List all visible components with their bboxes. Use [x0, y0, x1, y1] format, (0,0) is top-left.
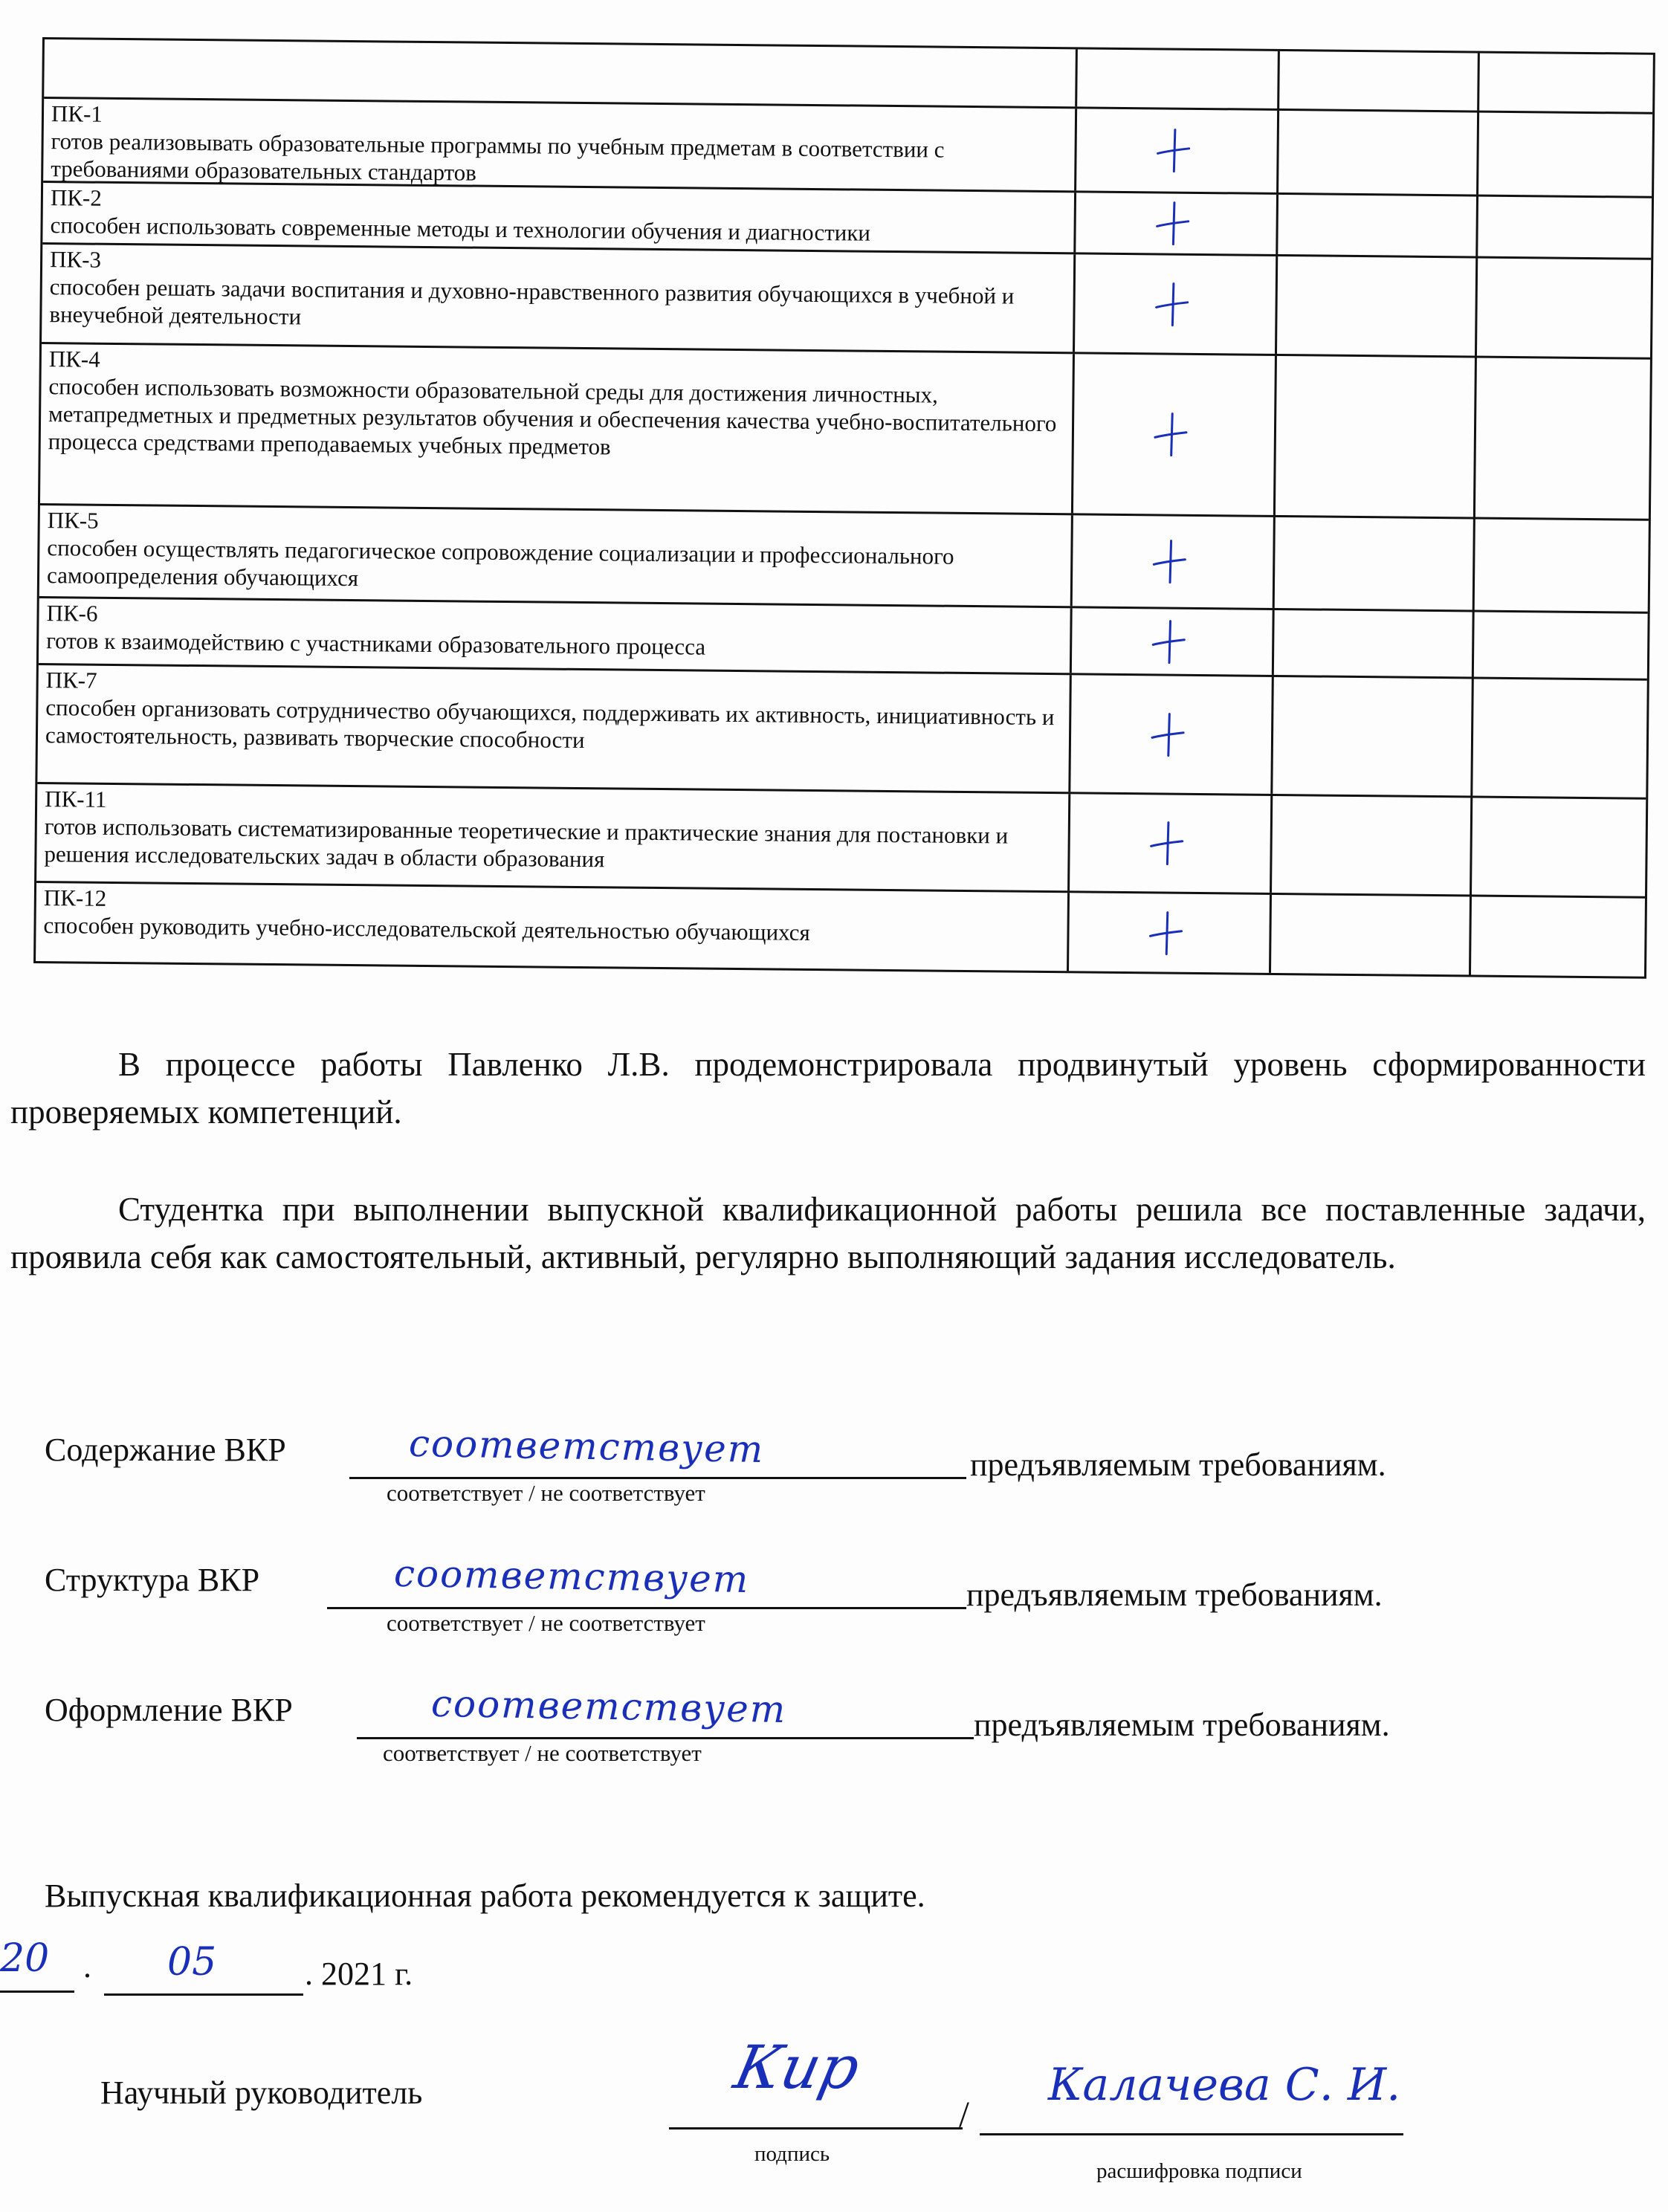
summary-paragraph — [10, 1186, 1646, 1281]
header-cell — [1077, 49, 1280, 109]
plus-mark-icon — [1151, 539, 1189, 583]
summary-text: Студентка при выполнении выпускной квалификационной работы решила все поставленные задачи, проявила себя как самостоятельный, активный, регулярно выполняющий задания исследователь. — [10, 1191, 1646, 1275]
supervisor-label: Научный руководитель — [100, 2074, 423, 2111]
competency-description: готов к взаимодействию с участниками образовательного процесса — [46, 627, 706, 660]
plus-mark-icon — [1154, 128, 1192, 172]
requirement-content — [45, 1421, 1457, 1520]
decoded-name: Калачева С. И. — [1048, 2059, 1401, 2111]
date-day: 20 — [0, 1936, 50, 1981]
requirement-label: Содержание ВКР — [45, 1432, 286, 1468]
day-line — [0, 1991, 74, 1993]
empty-cell — [1475, 520, 1649, 612]
recommendation-text: Выпускная квалификационная работа рекомендуется к защите. — [45, 1878, 925, 1914]
empty-cell — [1474, 612, 1648, 679]
competency-code: ПК-7 — [45, 667, 97, 693]
requirement-tail: предъявляемым требованиям. — [966, 1576, 1383, 1613]
requirement-hint: соответствует / не соответствует — [383, 1740, 702, 1766]
empty-cell — [1273, 677, 1473, 796]
date-month: 05 — [167, 1940, 217, 1985]
mark-cell — [1073, 354, 1277, 515]
competency-description: способен использовать современные методы и технологии обучения и диагностики — [50, 212, 871, 246]
plus-mark-icon — [1147, 911, 1185, 955]
competency-cell — [37, 665, 1071, 792]
empty-cell — [1274, 610, 1475, 677]
plus-mark-icon — [1148, 821, 1186, 865]
empty-cell — [1276, 356, 1477, 517]
mark-cell — [1070, 794, 1273, 893]
header-cell — [1279, 51, 1480, 111]
signature-line — [669, 2127, 963, 2129]
competency-row — [42, 245, 1651, 360]
competency-code: ПК-1 — [51, 100, 103, 127]
handwritten-verdict: соответствует — [393, 1551, 750, 1602]
requirement-formatting — [45, 1681, 1457, 1780]
mark-cell — [1069, 893, 1272, 973]
competency-description: способен использовать возможности образовательной среды для достижения личностных, метапредметных и предметных результатов обучения и обеспечения качества учебно-воспитательного процесса средствами преподаваемых учебных предметов — [48, 373, 1057, 460]
mark-cell — [1075, 254, 1278, 354]
decoded-hint: расшифровка подписи — [1096, 2159, 1302, 2183]
competency-row — [36, 883, 1645, 977]
competency-row — [40, 344, 1650, 521]
signature-hint: подпись — [754, 2142, 830, 2166]
empty-cell — [1472, 798, 1646, 896]
competency-code: ПК-2 — [50, 184, 102, 211]
date-separator: . — [83, 1948, 91, 1985]
fill-line — [349, 1477, 966, 1479]
date-block — [0, 1936, 520, 2014]
competency-row — [39, 505, 1649, 614]
mark-cell — [1070, 675, 1273, 794]
empty-cell — [1478, 197, 1652, 258]
competency-cell — [42, 183, 1076, 252]
signature-slash: / — [959, 2093, 969, 2135]
competency-cell — [36, 784, 1070, 890]
date-year: 2021 г. — [321, 1956, 413, 1992]
competency-code: ПК-3 — [49, 246, 102, 273]
plus-mark-icon — [1154, 201, 1192, 245]
fill-line — [327, 1607, 966, 1609]
competency-cell — [40, 344, 1075, 513]
mark-cell — [1073, 515, 1276, 608]
requirement-label: Оформление ВКР — [45, 1692, 293, 1728]
competency-row — [37, 665, 1646, 800]
competency-code: ПК-5 — [47, 507, 99, 534]
plus-mark-icon — [1153, 282, 1191, 326]
empty-cell — [1473, 679, 1646, 798]
mark-cell — [1076, 193, 1279, 254]
assessment-text: В процессе работы Павленко Л.В. продемонстрировала продвинутый уровень сформированности проверяемых компетенций. — [10, 1046, 1646, 1131]
requirement-hint: соответствует / не соответствует — [387, 1480, 705, 1506]
signature-scribble: Кир — [728, 2033, 866, 2102]
month-line — [104, 1993, 303, 1996]
competency-table — [33, 37, 1655, 979]
competency-cell — [43, 99, 1077, 190]
assessment-paragraph — [10, 1041, 1646, 1136]
requirement-label: Структура ВКР — [45, 1562, 260, 1598]
header-cell — [44, 39, 1078, 106]
empty-cell — [1477, 259, 1651, 358]
competency-code: ПК-11 — [44, 786, 107, 812]
competency-description: способен осуществлять педагогическое сопровождение социализации и профессионального самоопределения обучающихся — [46, 534, 954, 592]
competency-cell — [39, 505, 1073, 606]
competency-description: способен руководить учебно-исследовательской деятельностью обучающихся — [43, 912, 810, 945]
decoded-line — [980, 2133, 1403, 2135]
competency-code: ПК-6 — [46, 600, 98, 627]
empty-cell — [1279, 111, 1479, 195]
empty-cell — [1277, 256, 1478, 356]
requirement-hint: соответствует / не соответствует — [387, 1610, 705, 1636]
empty-cell — [1272, 796, 1473, 895]
competency-cell — [36, 883, 1070, 971]
requirement-structure — [45, 1551, 1457, 1650]
empty-cell — [1278, 195, 1478, 256]
handwritten-verdict: соответствует — [408, 1421, 765, 1472]
header-cell — [1479, 54, 1653, 112]
date-separator: . — [305, 1956, 313, 1992]
competency-row — [36, 784, 1646, 899]
competency-description: готов реализовывать образовательные программы по учебным предметам в соответствии с требованиями образовательных стандартов — [51, 128, 945, 186]
competency-cell — [39, 598, 1073, 673]
plus-mark-icon — [1148, 712, 1186, 757]
competency-description: готов использовать систематизированные теоретические и практические знания для постановки и решения исследовательских задач в области образования — [44, 813, 1009, 873]
competency-description: способен организовать сотрудничество обучающихся, поддерживать их активность, инициативность и самостоятельность, развивать творческие способности — [45, 694, 1055, 754]
mark-cell — [1076, 109, 1279, 193]
competency-row — [43, 99, 1652, 198]
empty-cell — [1275, 517, 1475, 610]
requirement-tail: предъявляемым требованиям. — [970, 1446, 1386, 1483]
fill-line — [357, 1737, 974, 1739]
competency-code: ПК-4 — [48, 346, 100, 372]
empty-cell — [1271, 895, 1472, 975]
empty-cell — [1475, 358, 1650, 519]
plus-mark-icon — [1149, 619, 1187, 664]
competency-cell — [42, 245, 1076, 352]
competency-code: ПК-12 — [43, 885, 107, 911]
handwritten-verdict: соответствует — [430, 1681, 787, 1732]
competency-description: способен решать задачи воспитания и духовно-нравственного развития обучающихся в учебной и внеучебной деятельности — [49, 274, 1015, 330]
empty-cell — [1478, 113, 1652, 196]
mark-cell — [1072, 608, 1275, 675]
requirement-tail: предъявляемым требованиям. — [974, 1707, 1390, 1743]
empty-cell — [1471, 897, 1645, 977]
plus-mark-icon — [1151, 412, 1189, 456]
